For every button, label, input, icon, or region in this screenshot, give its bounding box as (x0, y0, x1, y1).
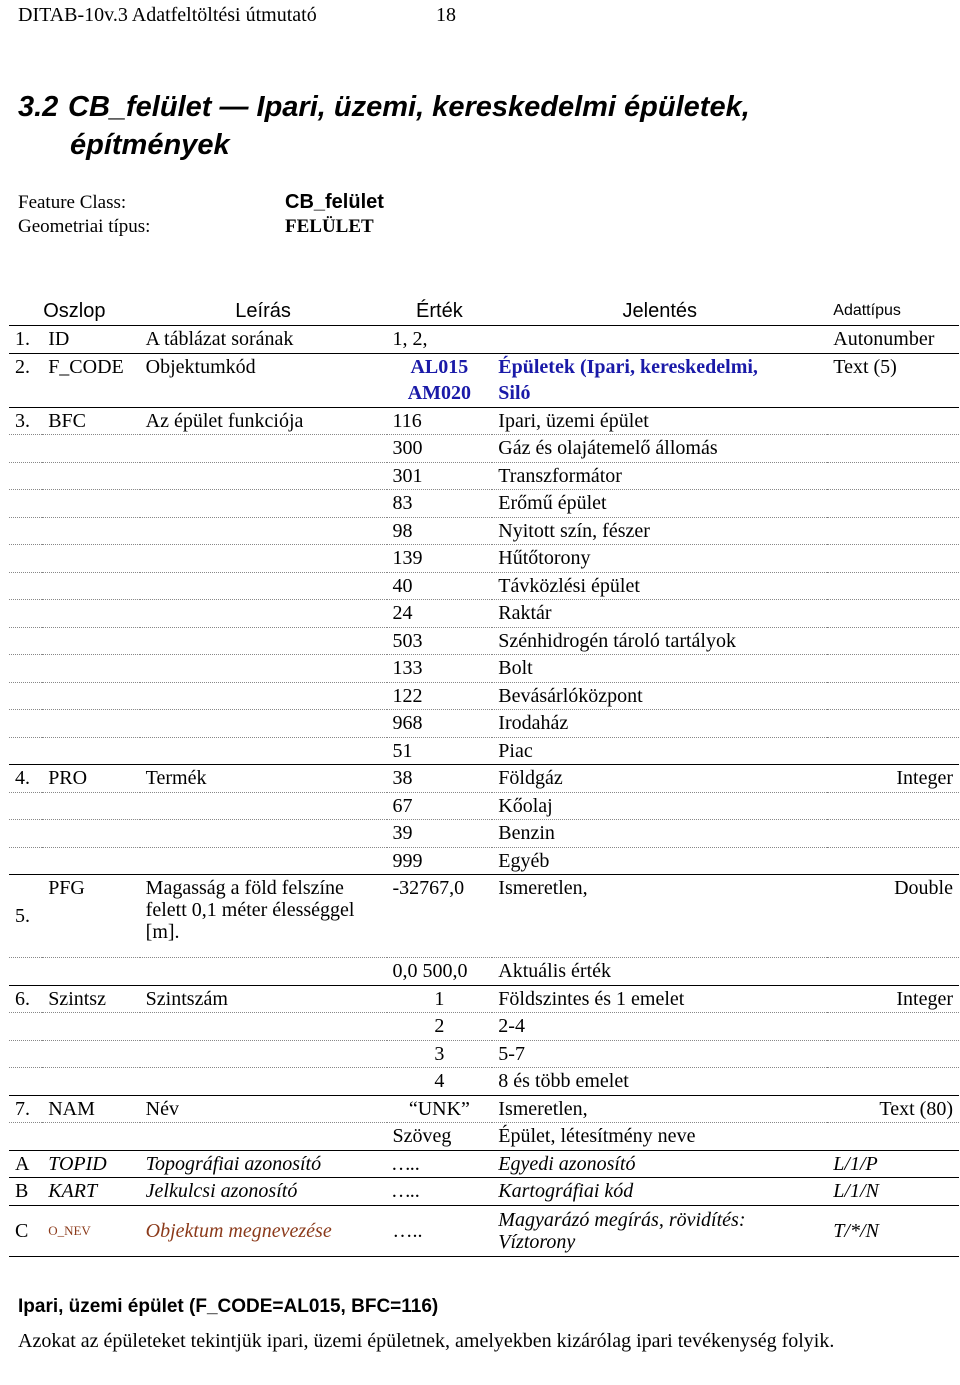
table-row (9, 1095, 959, 1123)
table-row (9, 1150, 959, 1178)
row-description: Magasság a föld felszíne felett 0,1 méter élességgel [m]. (140, 875, 387, 958)
table-row (9, 958, 959, 986)
row-meaning: Irodaház (492, 710, 827, 738)
row-description: Jelkulcsi azonosító (140, 1178, 387, 1206)
table-row (9, 462, 959, 490)
row-value: 122 (387, 682, 493, 710)
row-type: Double (827, 875, 959, 958)
table-row (9, 847, 959, 875)
row-description: A táblázat sorának (140, 326, 387, 354)
feature-class-value: CB_felület (285, 191, 384, 213)
table-row (9, 1178, 959, 1206)
row-value: 968 (387, 710, 493, 738)
row-id: F_CODE (42, 353, 139, 380)
row-meaning: Bevásárlóközpont (492, 682, 827, 710)
feature-class-label: Feature Class: (18, 192, 127, 213)
table-row (9, 572, 959, 600)
row-meaning: Egyéb (492, 847, 827, 875)
row-meaning (492, 326, 827, 354)
row-value: 300 (387, 435, 493, 463)
table-row (9, 380, 959, 407)
row-value: Szöveg (387, 1123, 493, 1151)
row-meaning: Piac (492, 737, 827, 765)
table-row (9, 710, 959, 738)
row-description: Objektum megnevezése (140, 1205, 387, 1256)
table-row (9, 1068, 959, 1096)
row-id: BFC (42, 407, 139, 435)
table-row (9, 353, 959, 380)
row-value: “UNK” (387, 1095, 493, 1123)
row-number: 4. (9, 765, 42, 793)
row-meaning: Ipari, üzemi épület (492, 407, 827, 435)
row-type: Text (5) (827, 353, 959, 380)
row-type: L/1/N (827, 1178, 959, 1206)
page-header (18, 4, 456, 27)
row-value: 40 (387, 572, 493, 600)
row-id: PRO (42, 765, 139, 793)
row-meaning: 5-7 (492, 1040, 827, 1068)
header-datatype: Adattípus (833, 301, 901, 319)
row-value: 133 (387, 655, 493, 683)
row-id: O_NEV (42, 1205, 139, 1256)
section-title-line1: CB_felület — Ipari, üzemi, kereskedelmi épületek, (68, 91, 750, 123)
row-number: 1. (9, 326, 42, 354)
row-meaning: Földszintes és 1 emelet (492, 985, 827, 1013)
table-row (9, 737, 959, 765)
header-meaning: Jelentés (622, 299, 698, 322)
row-value: 1, 2, (387, 326, 493, 354)
section-number: 3.2 (18, 91, 59, 123)
row-value: 116 (387, 407, 493, 435)
row-type: Integer (827, 985, 959, 1013)
header-value: Érték (416, 299, 463, 322)
row-value: 301 (387, 462, 493, 490)
table-row (9, 517, 959, 545)
row-value: 67 (387, 792, 493, 820)
row-value: 999 (387, 847, 493, 875)
row-value: 3 (387, 1040, 493, 1068)
row-value: 0,0 500,0 (387, 958, 493, 986)
row-value: 39 (387, 820, 493, 848)
row-meaning: Siló (498, 382, 531, 405)
row-number: 3. (9, 407, 42, 435)
subsection-heading: Ipari, üzemi épület (F_CODE=AL015, BFC=116) (18, 1296, 439, 1317)
row-description: Objektumkód (140, 353, 387, 380)
row-id: ID (42, 326, 139, 354)
row-description: Topográfiai azonosító (140, 1150, 387, 1178)
row-meaning: 2-4 (492, 1013, 827, 1041)
row-id: Szintsz (42, 985, 139, 1013)
row-meaning: Gáz és olajátemelő állomás (492, 435, 827, 463)
row-meaning: Aktuális érték (492, 958, 827, 986)
row-type: T/*/N (827, 1205, 959, 1256)
row-meaning: Ismeretlen, (492, 1095, 827, 1123)
table-row (9, 765, 959, 793)
section-title-line2: építmények (70, 129, 230, 161)
row-number: C (9, 1205, 42, 1256)
row-meaning: Szénhidrogén tároló tartályok (492, 627, 827, 655)
geometry-type-label: Geometriai típus: (18, 216, 151, 237)
row-value: AM020 (407, 382, 472, 405)
row-value: -32767,0 (387, 875, 493, 958)
page-number: 18 (436, 4, 456, 26)
row-value: 98 (387, 517, 493, 545)
row-id: PFG (42, 875, 139, 958)
row-description: Az épület funkciója (140, 407, 387, 435)
row-meaning: Benzin (492, 820, 827, 848)
row-meaning: Egyedi azonosító (492, 1150, 827, 1178)
row-id: TOPID (42, 1150, 139, 1178)
table-row (9, 1205, 959, 1256)
row-type: L/1/P (827, 1150, 959, 1178)
row-meaning: Bolt (492, 655, 827, 683)
header-description: Leírás (235, 299, 291, 322)
row-number: B (9, 1178, 42, 1206)
table-header-row (9, 296, 959, 326)
geometry-type-value: FELÜLET (285, 216, 374, 237)
row-type: Autonumber (827, 326, 959, 354)
row-meaning: Kartográfiai kód (492, 1178, 827, 1206)
row-id: KART (42, 1178, 139, 1206)
row-value: 2 (387, 1013, 493, 1041)
table-row (9, 792, 959, 820)
row-number: 6. (9, 985, 42, 1013)
table-row (9, 875, 959, 958)
table-row (9, 1040, 959, 1068)
table-row (9, 407, 959, 435)
row-number: 7. (9, 1095, 42, 1123)
row-value: 83 (387, 490, 493, 518)
row-meaning: Nyitott szín, fészer (492, 517, 827, 545)
header-column: Oszlop (43, 299, 106, 322)
table-row (9, 820, 959, 848)
row-meaning: Földgáz (492, 765, 827, 793)
row-value: ….. (387, 1150, 493, 1178)
row-type: Integer (827, 765, 959, 793)
row-meaning: 8 és több emelet (492, 1068, 827, 1096)
row-description: Termék (140, 765, 387, 793)
table-row (9, 655, 959, 683)
row-meaning: Hűtőtorony (492, 545, 827, 573)
row-value: ….. (387, 1178, 493, 1206)
row-value: AL015 (387, 353, 493, 380)
row-value: ….. (387, 1205, 493, 1256)
subsection-paragraph: Azokat az épületeket tekintjük ipari, üzemi épületnek, amelyekben kizárólag ipari tevékenység folyik. (18, 1330, 835, 1352)
row-meaning: Erőmű épület (492, 490, 827, 518)
table-row (9, 1013, 959, 1041)
row-number: 5. (9, 875, 42, 958)
row-meaning: Távközlési épület (492, 572, 827, 600)
row-description: Név (140, 1095, 387, 1123)
row-meaning: Raktár (492, 600, 827, 628)
row-value: 4 (387, 1068, 493, 1096)
row-number: A (9, 1150, 42, 1178)
row-number: 2. (9, 353, 42, 380)
table-row (9, 627, 959, 655)
row-value: 38 (387, 765, 493, 793)
row-meaning: Kőolaj (492, 792, 827, 820)
row-meaning: Épület, létesítmény neve (492, 1123, 827, 1151)
table-row (9, 490, 959, 518)
row-description: Szintszám (140, 985, 387, 1013)
row-value: 139 (387, 545, 493, 573)
row-value: 1 (387, 985, 493, 1013)
row-meaning: Magyarázó megírás, rövidítés: Víztorony (492, 1205, 827, 1256)
table-row (9, 545, 959, 573)
row-meaning: Ismeretlen, (492, 875, 827, 958)
table-row (9, 326, 959, 354)
table-row (9, 1123, 959, 1151)
table-row (9, 985, 959, 1013)
row-meaning: Épületek (Ipari, kereskedelmi, (492, 353, 827, 380)
row-id: NAM (42, 1095, 139, 1123)
section-title (18, 88, 938, 164)
row-meaning: Transzformátor (492, 462, 827, 490)
document-title: DITAB-10v.3 Adatfeltöltési útmutató (18, 4, 317, 26)
table-row (9, 435, 959, 463)
row-value: 503 (387, 627, 493, 655)
row-value: 51 (387, 737, 493, 765)
row-type: Text (80) (827, 1095, 959, 1123)
attribute-table (9, 296, 959, 1257)
row-value: 24 (387, 600, 493, 628)
table-row (9, 682, 959, 710)
table-row (9, 600, 959, 628)
